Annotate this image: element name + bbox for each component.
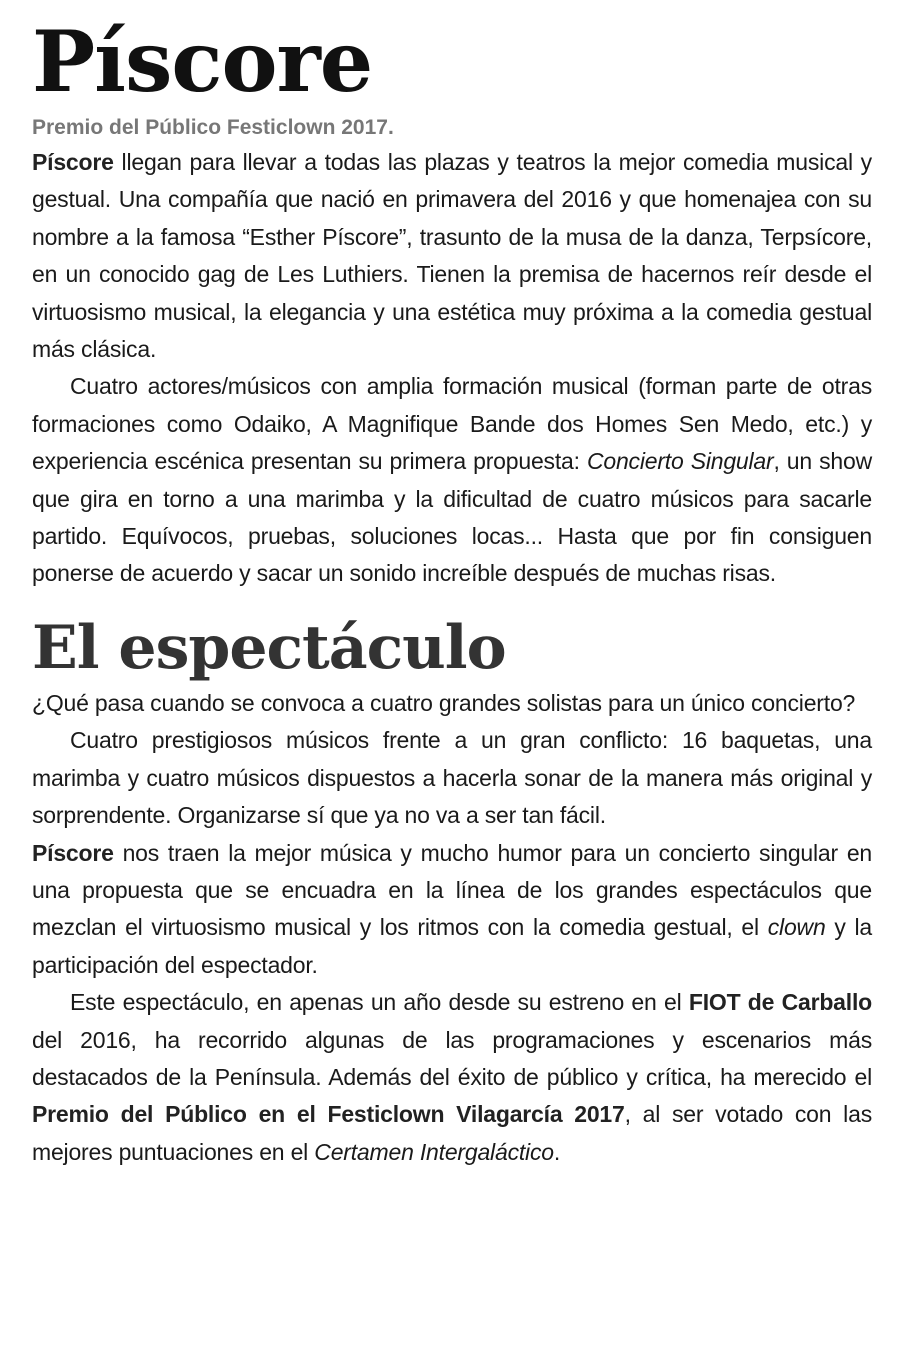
page-title: Píscore (32, 12, 373, 111)
company-name-2: Píscore (32, 839, 114, 866)
intro-paragraph-2-text-b: , un show que gira en torno a una marimba y la dificultad de cuatro músicos para sacarle partido. Equívocos, pruebas, soluciones locas... Hasta que por fin consiguen ponerse de acuerdo y sacar un sonido increíble después de muchas risas. (32, 448, 872, 587)
award-name: Premio del Público en el Festiclown Vilagarcía 2017 (32, 1101, 625, 1128)
section-paragraph-4-text-d: . (553, 1138, 561, 1165)
intro-paragraph-2-text-a: Cuatro actores/músicos con amplia formación musical (forman parte de otras formaciones como Odaiko, A Magnifique Bande dos Homes Sen Medo, etc.) y experiencia escénica presentan su primera propuesta: (32, 373, 872, 475)
section-paragraph-4-text-c: , al ser votado con las mejores puntuaciones en el (32, 1101, 872, 1165)
section-paragraph-4-text-a: Este espectáculo, en apenas un año desde su estreno en el (70, 989, 689, 1016)
section-paragraph-4-text-b: del 2016, ha recorrido algunas de las programaciones y escenarios más destacados de la Península. Además del éxito de público y crítica, ha merecido el (32, 1026, 872, 1090)
company-name: Píscore (32, 149, 114, 175)
section-paragraph-2: Cuatro prestigiosos músicos frente a un gran conflicto: 16 baquetas, una marimba y cuatro músicos dispuestos a hacerla sonar de la manera más original y sorprendente. Organizarse sí que ya no va a ser tan fácil. (32, 727, 872, 829)
document-page (32, 14, 872, 1171)
intro-paragraph-1-text: llegan para llevar a todas las plazas y teatros la mejor comedia musical y gestual. Una compañía que nació en primavera del 2016 y que homenajea con su nombre a la famosa “Esther Píscore”, trasunto de la musa de la danza, Terpsícore, en un conocido gag de Les Luthiers. Tienen la premisa de hacernos reír desde el virtuosismo musical, la elegancia y una estética muy próxima a la comedia gestual más clásica. (32, 149, 872, 363)
section-paragraph-3 (32, 835, 872, 985)
clown-word: clown (767, 914, 826, 941)
festival-name: FIOT de Carballo (688, 989, 872, 1016)
contest-name: Certamen Intergaláctico (314, 1138, 554, 1165)
section-paragraph-3-text-a: nos traen la mejor música y mucho humor para un concierto singular en una propuesta que se encuadra en la línea de los grandes espectáculos que mezclan el virtuosismo musical y los ritmos con la comedia gestual, el (32, 839, 872, 941)
intro-paragraph-2 (32, 368, 872, 592)
intro-paragraph-1 (32, 144, 872, 368)
section-paragraph-1: ¿Qué pasa cuando se convoca a cuatro grandes solistas para un único concierto? (32, 689, 856, 716)
section-paragraph-3-text-b: y la participación del espectador. (32, 914, 872, 978)
section-paragraph-4 (32, 984, 872, 1171)
section-title: El espectáculo (32, 612, 506, 683)
show-title: Concierto Singular (586, 448, 774, 475)
award-subtitle: Premio del Público Festiclown 2017. (32, 116, 394, 139)
